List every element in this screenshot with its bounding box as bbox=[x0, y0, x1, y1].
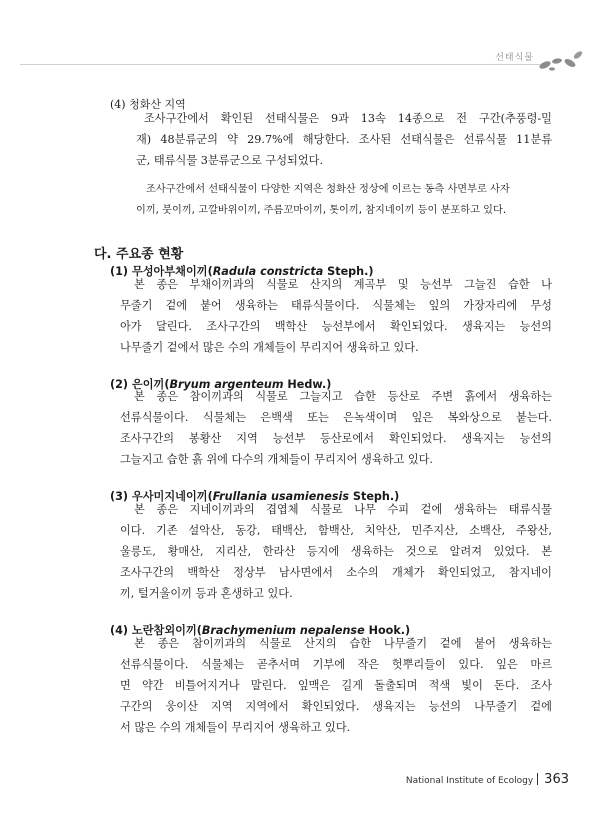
paragraph-line: 조사구간의 백학산 정상부 남사면에서 소수의 개체가 확인되었고, 참지네이 bbox=[120, 566, 552, 579]
institute-name: National Institute of Ecology bbox=[405, 776, 534, 786]
paragraph-line: 면 약간 비틀어지거나 말린다. 잎맥은 길게 돌출되며 적색 빛이 돈다. 조사 bbox=[120, 679, 552, 692]
paragraph-line: 선류식물이다. 식물체는 곧추서며 기부에 작은 헛뿌리들이 있다. 잎은 마르 bbox=[120, 658, 552, 671]
paragraph-line: 무줄기 겉에 붙어 생육하는 태류식물이다. 식물체는 잎의 가장자리에 무성 bbox=[120, 299, 552, 312]
subsection-heading: (4) 청화산 지역 bbox=[110, 98, 186, 111]
paragraph-line: 끼, 털거울이끼 등과 혼생하고 있다. bbox=[120, 587, 293, 600]
header-rule bbox=[20, 64, 540, 65]
note-line: 조사구간에서 선태식물이 다양한 지역은 청화산 정상에 이르는 동측 사면부로 사자 bbox=[146, 184, 510, 195]
paragraph-line: 본 종은 참이끼과의 식물로 그늘지고 습한 등산로 주변 흙에서 생육하는 bbox=[134, 390, 552, 403]
paragraph-line: 아가 달린다. 조사구간의 백학산 능선부에서 확인되었다. 생육지는 능선의 bbox=[120, 320, 552, 333]
species-heading: (1) 무성아부채이끼(Radula constricta Steph.) bbox=[110, 265, 374, 278]
paragraph-line: 서 많은 수의 개체들이 무리지어 생육하고 있다. bbox=[120, 721, 351, 734]
species-heading: (4) 노란참외이끼(Brachymenium nepalense Hook.) bbox=[110, 624, 411, 637]
paragraph-line: 조사구간에서 확인된 선태식물은 9과 13속 14종으로 전 구간(추풍령-밀 bbox=[144, 112, 552, 125]
paragraph-line: 울릉도, 황매산, 지리산, 한라산 등지에 생육하는 것으로 알려져 있었다. 본 bbox=[120, 545, 552, 558]
species-heading: (2) 은이끼(Bryum argenteum Hedw.) bbox=[110, 378, 332, 391]
page-footer bbox=[406, 772, 569, 787]
note-line: 이끼, 붓이끼, 고깔바위이끼, 주름꼬마이끼, 톳이끼, 참지네이끼 등이 분포하고 있다. bbox=[136, 205, 507, 216]
paragraph-line: 본 종은 지네이끼과의 겹엽체 식물로 나무 수피 겉에 생육하는 태류식물 bbox=[134, 503, 552, 516]
running-header: 선태식물 bbox=[495, 53, 534, 63]
paragraph-line: 본 종은 부채이끼과의 식물로 산지의 계곡부 및 능선부 그늘진 습한 나 bbox=[134, 278, 552, 291]
page-number: 363 bbox=[544, 772, 569, 787]
paragraph-line: 본 종은 참이끼과의 식물로 산지의 습한 나무줄기 겉에 붙어 생육하는 bbox=[134, 637, 552, 650]
paragraph-line: 선류식물이다. 식물체는 은백색 또는 은녹색이며 잎은 복와상으로 붙는다. bbox=[120, 411, 552, 424]
paragraph-line: 나무줄기 겉에서 많은 수의 개체들이 무리지어 생육하고 있다. bbox=[120, 341, 419, 354]
leaf-ornament-icon bbox=[537, 46, 587, 76]
section-heading: 다. 주요종 현황 bbox=[94, 247, 184, 262]
paragraph-line: 재) 48분류군의 약 29.7%에 해당한다. 조사된 선태식물은 선류식물 11분류 bbox=[136, 133, 552, 146]
paragraph-line: 구간의 웅이산 지역 지역에서 확인되었다. 생육지는 능선의 나무줄기 겉에 bbox=[120, 700, 552, 713]
paragraph-line: 조사구간의 봉황산 지역 능선부 등산로에서 확인되었다. 생육지는 능선의 bbox=[120, 432, 552, 445]
paragraph-line: 군, 태류식물 3분류군으로 구성되었다. bbox=[136, 154, 324, 167]
paragraph-line: 이다. 기존 설악산, 동강, 태백산, 함백산, 치악산, 민주지산, 소백산, 주왕산, bbox=[120, 524, 552, 537]
footer-divider bbox=[537, 773, 538, 785]
paragraph-line: 그늘지고 습한 흙 위에 다수의 개체들이 무리지어 생육하고 있다. bbox=[120, 453, 433, 466]
species-heading: (3) 우사미지네이끼(Frullania usamienesis Steph.) bbox=[110, 490, 400, 503]
